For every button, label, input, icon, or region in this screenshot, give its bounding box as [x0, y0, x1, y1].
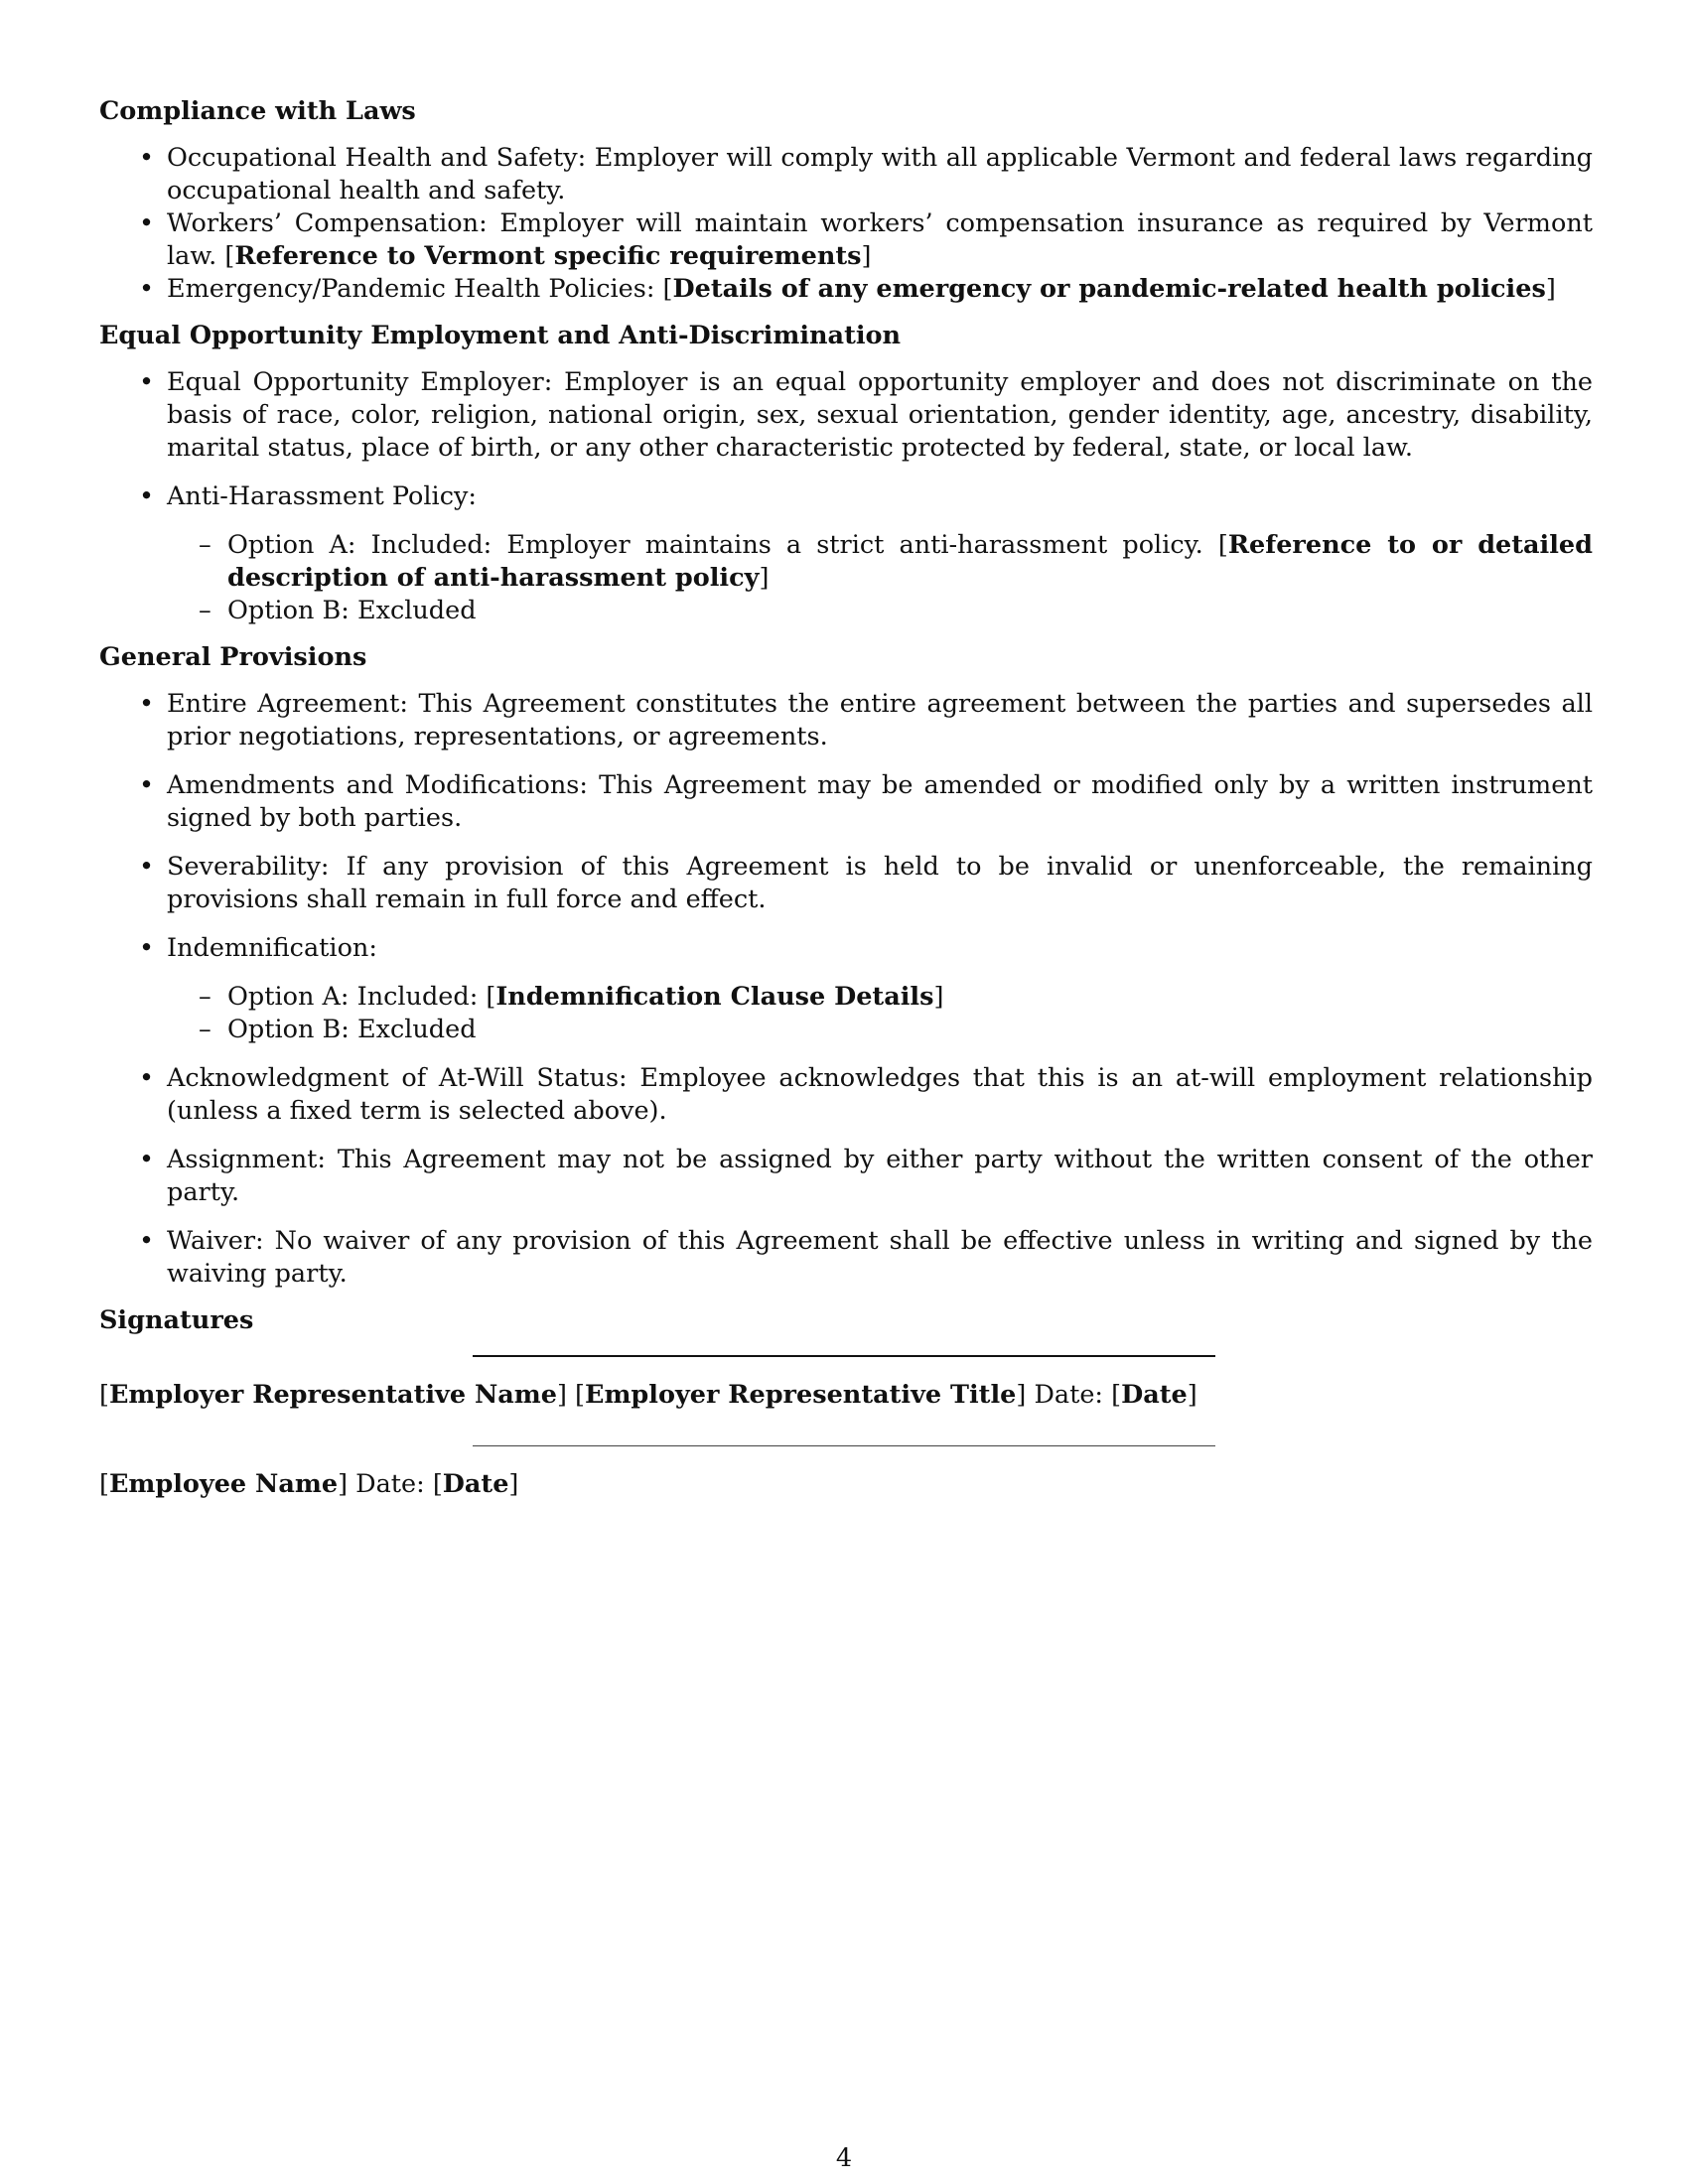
employee-signature-line [473, 1445, 1215, 1446]
placeholder-anti-harassment-policy: Reference to or detailed description of anti-harassment policy [227, 530, 1593, 593]
option-b-excluded: – Option B: Excluded [167, 1014, 1593, 1046]
page-number: 4 [835, 2143, 853, 2173]
employee-signature-caption: [Employee Name] Date: [Date] [99, 1469, 519, 1499]
placeholder-vermont-requirements: Reference to Vermont specific requirements [234, 241, 862, 271]
section-heading-signatures: Signatures [99, 1305, 254, 1335]
list-item-workers-compensation: • Workers’ Compensation: Employer will maintain workers’ compensation insurance as required by Vermont law. [Reference to Vermont specific requirements] [99, 207, 1593, 273]
section-heading-eeo: Equal Opportunity Employment and Anti-Discrimination [99, 321, 902, 350]
employer-signature-caption: [Employer Representative Name] [Employer Representative Title] Date: [Date] [99, 1380, 1197, 1410]
anti-harassment-options [167, 529, 1593, 627]
option-a-included: – Option A: Included: Employer maintains a strict anti-harassment policy. [Reference to or detailed description of anti-harassment policy] [167, 529, 1593, 595]
list-item-entire-agreement: • Entire Agreement: This Agreement constitutes the entire agreement between the parties and supersedes all prior negotiations, representations, or agreements. [99, 688, 1593, 753]
eeo-list [99, 366, 1593, 627]
employer-signature-line [473, 1355, 1215, 1357]
list-item-emergency-policies: • Emergency/Pandemic Health Policies: [Details of any emergency or pandemic-related health policies] [99, 273, 1593, 306]
signature-block [99, 1355, 1593, 1501]
document-page [99, 95, 1593, 1501]
section-heading-general: General Provisions [99, 642, 367, 672]
general-provisions-list [99, 688, 1593, 1291]
placeholder-indemnification-clause: Indemnification Clause Details [495, 982, 934, 1012]
list-item-severability: • Severability: If any provision of this Agreement is held to be invalid or unenforceable, the remaining provisions shall remain in full force and effect. [99, 851, 1593, 916]
list-item-anti-harassment: • Anti-Harassment Policy: – Option A: Included: Employer maintains a strict anti-harassment policy. [Reference to or detailed description of anti-harassment policy] – Option B: Excluded [99, 480, 1593, 627]
list-item-assignment: • Assignment: This Agreement may not be assigned by either party without the written consent of the other party. [99, 1144, 1593, 1209]
indemnification-options [167, 981, 1593, 1046]
option-a-included: – Option A: Included: [Indemnification Clause Details] [167, 981, 1593, 1014]
list-item-equal-opportunity: • Equal Opportunity Employer: Employer is an equal opportunity employer and does not discriminate on the basis of race, color, religion, national origin, sex, sexual orientation, gender identity, age, ancestry, disability, marital status, place of birth, or any other characteristic protected by federal, state, or local law. [99, 366, 1593, 465]
list-item-at-will: • Acknowledgment of At-Will Status: Employee acknowledges that this is an at-will employment relationship (unless a fixed term is selected above). [99, 1062, 1593, 1128]
list-item-waiver: • Waiver: No waiver of any provision of this Agreement shall be effective unless in writing and signed by the waiving party. [99, 1225, 1593, 1291]
placeholder-emergency-policies: Details of any emergency or pandemic-related health policies [672, 274, 1546, 304]
compliance-list [99, 142, 1593, 306]
option-b-excluded: – Option B: Excluded [167, 595, 1593, 627]
list-item-indemnification: • Indemnification: – Option A: Included: [Indemnification Clause Details] – Option B: Excluded [99, 932, 1593, 1046]
section-heading-compliance: Compliance with Laws [99, 96, 416, 126]
list-item-amendments: • Amendments and Modifications: This Agreement may be amended or modified only by a written instrument signed by both parties. [99, 769, 1593, 835]
list-item-occupational-health: • Occupational Health and Safety: Employer will comply with all applicable Vermont and federal laws regarding occupational health and safety. [99, 142, 1593, 207]
